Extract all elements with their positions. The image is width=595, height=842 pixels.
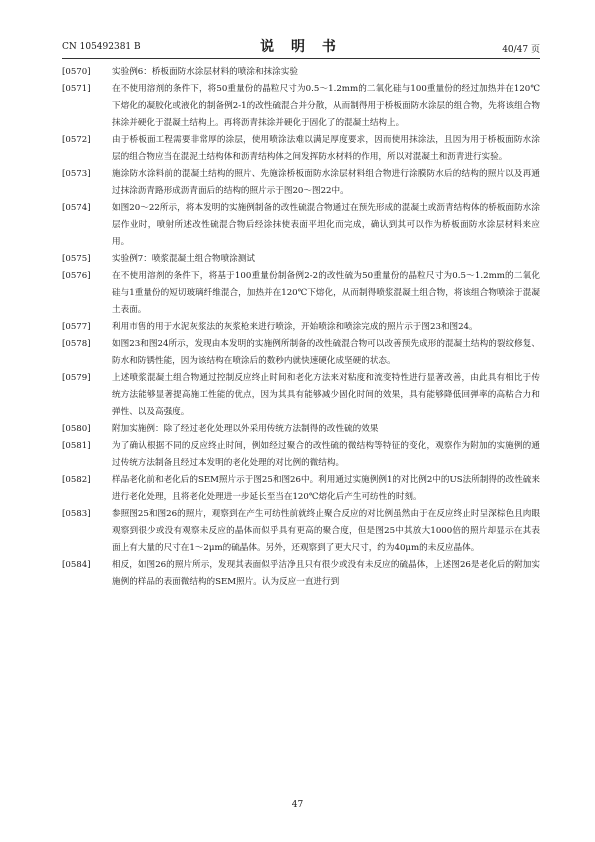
paragraph-number: [0574]	[62, 203, 91, 213]
paragraph-0580	[62, 421, 540, 438]
paragraph-text: 上述喷浆混凝土组合物通过控制反应终止时间和老化方法来对粘度和流变特性进行显著改善，由此具有相比于传统方法能够显著提高施工性能的优点，因为其具有能够减少固化时间的效果，具有能够降低回弹率的高粘合力和弹性、以及高强度。	[112, 373, 540, 417]
paragraph-number: [0582]	[62, 475, 91, 485]
document-id: CN 105492381 B	[62, 42, 141, 52]
document-title: 说 明 书	[260, 39, 342, 55]
document-body	[62, 64, 540, 591]
paragraph-text: 为了确认根据不同的反应终止时间，例如经过聚合的改性硫的微结构等特征的变化，观察作为附加的实施例的通过传统方法制备且经过本发明的老化处理的对比例的微结构。	[112, 441, 540, 468]
paragraph-text: 样品老化前和老化后的SEM照片示于图25和图26中。利用通过实施例例1的对比例2中的US法所制得的改性硫来进行老化处理，且将老化处理进一步延长至当在120℃熔化后产生可纺性的时刻。	[112, 475, 540, 502]
paragraph-0576	[62, 268, 540, 319]
paragraph-number: [0576]	[62, 271, 91, 281]
paragraph-number: [0578]	[62, 339, 91, 349]
paragraph-number: [0580]	[62, 424, 91, 434]
paragraph-text: 由于桥板面工程需要非常厚的涂层，使用喷涂法难以满足厚度要求，因而使用抹涂法，且因为用于桥板面防水涂层的组合物应当在混泥土结构体和沥青结构体之间发挥防水材料的作用，所以对混凝土和沥青进行实验。	[112, 135, 540, 162]
paragraph-text: 实验例7：喷浆混凝土组合物喷涂测试	[112, 254, 255, 264]
page-number: 47	[291, 800, 304, 810]
paragraph-0579	[62, 370, 540, 421]
paragraph-0584	[62, 557, 540, 591]
paragraph-0574	[62, 200, 540, 251]
paragraph-0572	[62, 132, 540, 166]
paragraph-text: 相反，如图26的照片所示，发现其表面似乎洁净且只有很少或没有未反应的硫晶体，上述图26是老化后的附加实施例的样品的表面微结构的SEM照片。认为反应一直进行到	[112, 560, 540, 587]
paragraph-0583	[62, 506, 540, 557]
page-header	[62, 36, 540, 56]
paragraph-text: 实验例6：桥板面防水涂层材料的喷涂和抹涂实验	[112, 67, 298, 77]
paragraph-0577	[62, 319, 540, 336]
paragraph-number: [0579]	[62, 373, 91, 383]
paragraph-text: 附加实施例：除了经过老化处理以外采用传统方法制得的改性硫的效果	[112, 424, 379, 434]
paragraph-0570	[62, 64, 540, 81]
paragraph-0578	[62, 336, 540, 370]
header-divider	[62, 58, 540, 59]
paragraph-number: [0571]	[62, 84, 91, 94]
page-count: 40/47 页	[502, 45, 540, 55]
paragraph-0571	[62, 81, 540, 132]
paragraph-text: 在不使用溶剂的条件下，将基于100重量份制备例2-2的改性硫为50重量份的晶粒尺寸为0.5～1.2mm的二氧化硅与1重量份的短切玻璃纤维混合，加热并在120℃下熔化，从而制得喷浆混凝土组合物，将该组合物喷涂于混凝土表面。	[112, 271, 540, 315]
paragraph-0581	[62, 438, 540, 472]
paragraph-0575	[62, 251, 540, 268]
paragraph-number: [0570]	[62, 67, 91, 77]
paragraph-text: 在不使用溶剂的条件下，将50重量份的晶粒尺寸为0.5～1.2mm的二氧化硅与100重量份的经过加热并在120℃下熔化的凝胶化或液化的制备例2-1的改性硫混合并分散，从而制得用于桥板面防水涂层的组合物，先将该组合物抹涂并硬化于混凝土结构上。再将沥青抹涂并硬化于固化了的混凝土结构上。	[112, 84, 540, 128]
paragraph-number: [0583]	[62, 509, 91, 519]
paragraph-number: [0584]	[62, 560, 91, 570]
paragraph-text: 参照图25和图26的照片，观察到在产生可纺性前就终止聚合反应的对比例虽然由于在反应终止时呈深棕色且肉眼观察到很少或没有观察未反应的晶体而似乎具有更高的聚合度，但是图25中其放大1000倍的照片却显示在其表面上有大量的尺寸在1～2μm的硫晶体。另外，还观察到了更大尺寸，约为40μm的未反应晶体。	[112, 509, 540, 553]
paragraph-0582	[62, 472, 540, 506]
paragraph-text: 如图20～22所示，将本发明的实施例制备的改性硫混合物通过在预先形成的混凝土或沥青结构体的桥板面防水涂层作业时，喷射所述改性硫混合物后经涂抹使表面平坦化而完成，确认到其可以作为桥板面防水涂层材料来应用。	[112, 203, 540, 247]
paragraph-number: [0581]	[62, 441, 91, 451]
paragraph-text: 施涂防水涂料前的混凝土结构的照片、先施涂桥板面防水涂层材料组合物进行涂膜防水后的结构的照片以及再通过抹涂沥青路形成沥青面后的结构的照片示于图20～图22中。	[112, 169, 540, 196]
paragraph-0573	[62, 166, 540, 200]
paragraph-text: 如图23和图24所示，发现由本发明的实施例所制备的改性硫混合物可以改善预先成形的混凝土结构的裂纹修复、防水和防锈性能，因为该结构在喷涂后的数秒内就快速硬化成坚硬的状态。	[112, 339, 540, 366]
paragraph-number: [0577]	[62, 322, 91, 332]
paragraph-number: [0572]	[62, 135, 91, 145]
paragraph-text: 利用市售的用于水泥灰浆法的灰浆枪来进行喷涂，开始喷涂和喷涂完成的照片示于图23和图24。	[112, 322, 478, 332]
paragraph-number: [0575]	[62, 254, 91, 264]
paragraph-number: [0573]	[62, 169, 91, 179]
